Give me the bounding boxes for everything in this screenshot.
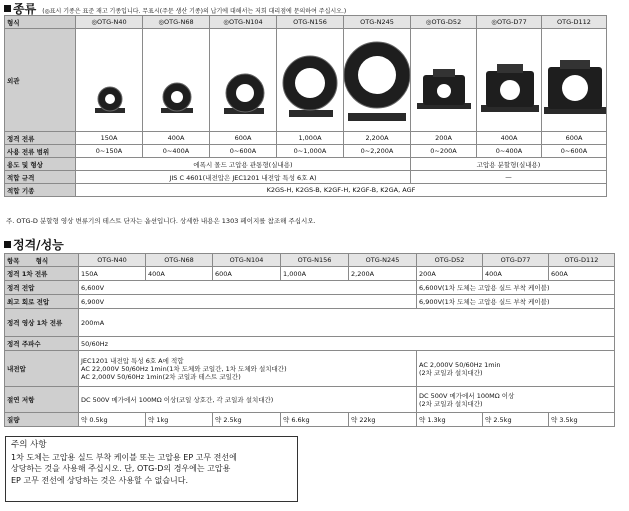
types-header-label: 형식 — [5, 16, 76, 29]
table-cell: 400A — [483, 267, 549, 281]
max-voltage-n: 6,900V — [79, 295, 417, 309]
withstand-n-line: AC 2,000V 50/60Hz 1min(2차 코일과 테스트 코일간) — [81, 372, 241, 381]
split-ct-icon — [411, 65, 477, 117]
caution-line: 1차 도체는 고압용 실드 부착 케이블 또는 고압용 EP 고무 전선에 — [11, 452, 237, 462]
ct-donut-icon — [143, 71, 209, 121]
caution-line: EP 고무 전선에 상당하는 것은 사용할 수 없습니다. — [11, 475, 189, 485]
product-image-otg-d52 — [411, 29, 477, 132]
model-header: ◎OTG-N68 — [143, 16, 210, 29]
standard-label: 적합 규격 — [5, 171, 76, 184]
table-row — [5, 145, 607, 158]
zero-phase-label: 정격 영상 1차 전류 — [5, 309, 79, 337]
insulation-label: 절연 저항 — [5, 387, 79, 413]
zero-phase-value: 200mA — [79, 309, 615, 337]
table-cell: 0~200A — [411, 145, 477, 158]
table-cell: 200A — [417, 267, 483, 281]
table-row — [5, 337, 615, 351]
square-bullet-icon — [4, 5, 11, 12]
product-image-otg-n40 — [76, 29, 143, 132]
table-cell: 2,200A — [349, 267, 417, 281]
specs-title-text: 정격/성능 — [13, 238, 64, 252]
model-header: OTG-D112 — [549, 254, 615, 267]
split-ct-icon — [542, 57, 607, 121]
ct-donut-icon — [210, 61, 276, 121]
insulation-n: DC 500V 메가에서 100MΩ 이상(코일 상호간, 각 코일과 설치대간) — [79, 387, 417, 413]
table-cell: 400A — [143, 132, 210, 145]
caution-title: 주의 사항 — [11, 440, 47, 450]
withstand-label: 내전압 — [5, 351, 79, 387]
device-label: 적합 기종 — [5, 184, 76, 197]
model-header: OTG-N156 — [277, 16, 344, 29]
insulation-d — [417, 387, 615, 413]
model-header: OTG-D112 — [542, 16, 607, 29]
table-cell: 0~400A — [477, 145, 542, 158]
model-header: OTG-N68 — [146, 254, 213, 267]
caution-box — [5, 436, 298, 502]
use-shape-n: 에폭시 몰드 고압용 관통형(실내용) — [76, 158, 411, 171]
ct-donut-icon — [344, 29, 410, 125]
device-value: K2GS-H, K2GS-B, K2GF-H, K2GF-B, K2GA, AGF — [76, 184, 607, 197]
model-header: OTG-D52 — [417, 254, 483, 267]
appearance-row — [5, 29, 607, 132]
table-cell: 약 2.5kg — [213, 413, 281, 427]
table-cell: 0~150A — [76, 145, 143, 158]
square-bullet-icon — [4, 241, 11, 248]
specs-section-title — [4, 236, 64, 253]
header-item: 항목 — [7, 256, 20, 265]
current-range-label: 사용 전류 범위 — [5, 145, 76, 158]
table-cell: 600A — [549, 267, 615, 281]
frequency-label: 정격 주파수 — [5, 337, 79, 351]
table-cell: 2,200A — [344, 132, 411, 145]
types-footnote: 주. OTG-D 분할형 영상 변류기의 테스트 단자는 옵션입니다. 상세한 내용은 1303 페이지를 참조해 주십시오. — [6, 217, 316, 225]
table-cell: 0~400A — [143, 145, 210, 158]
table-cell: 약 3.5kg — [549, 413, 615, 427]
ct-donut-icon — [76, 71, 142, 121]
standard-n: JIS C 4601(내전압은 JEC1201 내전압 특성 6호 A) — [76, 171, 411, 184]
model-header: ◎OTG-D52 — [411, 16, 477, 29]
table-cell: 0~2,200A — [344, 145, 411, 158]
withstand-n-line: JEC1201 내전압 특성 6호 A에 적합 — [81, 356, 184, 365]
types-table — [4, 15, 607, 197]
appearance-label: 외관 — [5, 29, 76, 132]
model-header: ◎OTG-N40 — [76, 16, 143, 29]
table-row — [5, 132, 607, 145]
table-row — [5, 309, 615, 337]
product-image-otg-n156 — [277, 29, 344, 132]
primary-current-label: 정격 1차 전류 — [5, 267, 79, 281]
table-row — [5, 295, 615, 309]
max-voltage-d: 6,900V(1차 도체는 고압용 실드 부착 케이블) — [417, 295, 615, 309]
model-header: OTG-N245 — [344, 16, 411, 29]
table-cell: 0~600A — [210, 145, 277, 158]
insulation-d-line: DC 500V 메가에서 100MΩ 이상 — [419, 391, 515, 400]
types-title-text: 종류 — [13, 2, 37, 16]
types-header-row — [5, 16, 607, 29]
caution-line: 상당하는 것을 사용해 주십시오. 단, OTG-D의 경우에는 고압용 — [11, 464, 231, 473]
table-cell: 150A — [76, 132, 143, 145]
withstand-d-line: AC 2,000V 50/60Hz 1min — [419, 360, 501, 369]
withstand-d-line: (2차 코일과 설치대간) — [419, 368, 483, 377]
table-cell: 1,000A — [281, 267, 349, 281]
table-cell: 약 6.6kg — [281, 413, 349, 427]
ct-donut-icon — [277, 45, 343, 123]
table-row — [5, 281, 615, 295]
model-header: OTG-N156 — [281, 254, 349, 267]
model-header: OTG-N40 — [79, 254, 146, 267]
product-image-otg-d77 — [477, 29, 542, 132]
model-header: ◎OTG-N104 — [210, 16, 277, 29]
table-cell: 150A — [79, 267, 146, 281]
table-row — [5, 413, 615, 427]
table-row — [5, 267, 615, 281]
table-row — [5, 351, 615, 387]
table-cell: 약 22kg — [349, 413, 417, 427]
table-cell: 200A — [411, 132, 477, 145]
model-header: ◎OTG-D77 — [477, 16, 542, 29]
frequency-value: 50/60Hz — [79, 337, 615, 351]
split-ct-icon — [477, 61, 542, 119]
header-type: 형식 — [35, 256, 49, 265]
table-cell: 600A — [542, 132, 607, 145]
table-cell: 400A — [477, 132, 542, 145]
table-cell: 600A — [210, 132, 277, 145]
withstand-n — [79, 351, 417, 387]
table-cell: 400A — [146, 267, 213, 281]
standard-d: — — [411, 171, 607, 184]
insulation-d-line: (2차 코일과 설치대간) — [419, 399, 483, 408]
use-shape-label: 용도 및 형상 — [5, 158, 76, 171]
rated-current-label: 정격 전류 — [5, 132, 76, 145]
withstand-d — [417, 351, 615, 387]
model-header: OTG-N245 — [349, 254, 417, 267]
product-image-otg-n245 — [344, 29, 411, 132]
table-row — [5, 158, 607, 171]
table-cell: 0~600A — [542, 145, 607, 158]
table-cell: 약 0.5kg — [79, 413, 146, 427]
use-shape-d: 고압용 분할형(실내용) — [411, 158, 607, 171]
table-cell: 600A — [213, 267, 281, 281]
specs-header-row — [5, 254, 615, 267]
table-cell: 0~1,000A — [277, 145, 344, 158]
product-image-otg-n104 — [210, 29, 277, 132]
table-row — [5, 184, 607, 197]
table-row — [5, 171, 607, 184]
model-header: OTG-N104 — [213, 254, 281, 267]
table-row — [5, 387, 615, 413]
table-cell: 약 1.3kg — [417, 413, 483, 427]
table-cell: 약 2.5kg — [483, 413, 549, 427]
product-image-otg-n68 — [143, 29, 210, 132]
model-header: OTG-D77 — [483, 254, 549, 267]
product-image-otg-d112 — [542, 29, 607, 132]
max-voltage-label: 최고 회로 전압 — [5, 295, 79, 309]
specs-header-cell — [5, 254, 79, 267]
table-cell: 1,000A — [277, 132, 344, 145]
weight-label: 질량 — [5, 413, 79, 427]
rated-voltage-n: 6,600V — [79, 281, 417, 295]
rated-voltage-label: 정격 전압 — [5, 281, 79, 295]
withstand-n-line: AC 22,000V 50/60Hz 1min(1차 도체와 코일간, 1차 도체와 설치대간) — [81, 364, 287, 373]
types-note: (◎표시 기종은 표준 재고 기종입니다. 무표시(주문 생산 기종)의 납기에 대해서는 저희 대리점에 문의하여 주십시오.) — [42, 8, 347, 15]
specs-table — [4, 253, 615, 427]
table-cell: 약 1kg — [146, 413, 213, 427]
rated-voltage-d: 6,600V(1차 도체는 고압용 실드 부착 케이블) — [417, 281, 615, 295]
